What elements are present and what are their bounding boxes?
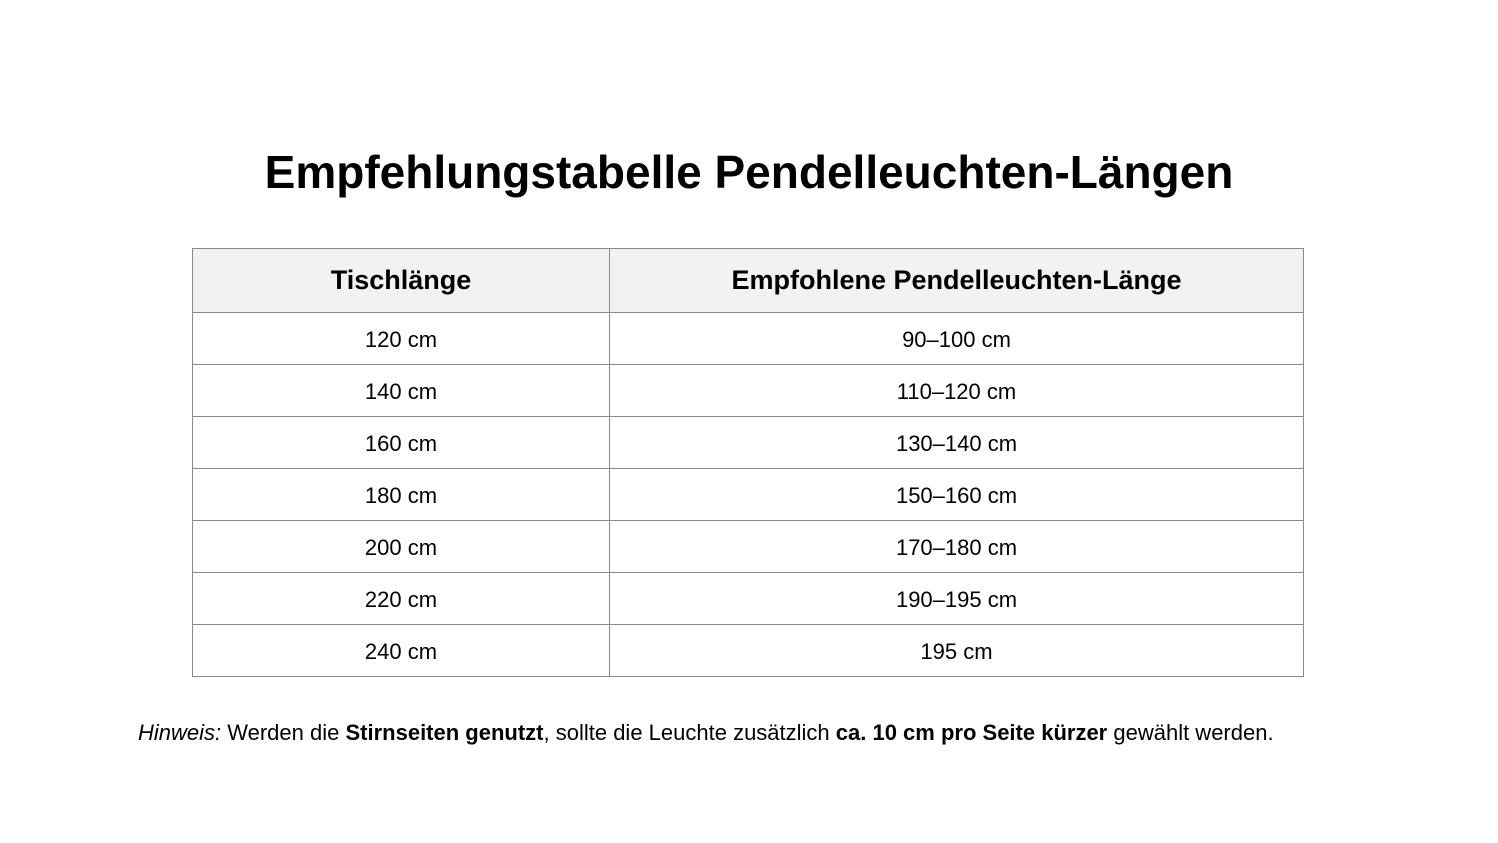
table-row (193, 521, 1304, 573)
table-row (193, 625, 1304, 677)
note-text-1: Werden die (221, 720, 346, 745)
recommendation-table (192, 248, 1304, 677)
cell-pendant-length: 195 cm (610, 625, 1304, 677)
cell-pendant-length: 150–160 cm (610, 469, 1304, 521)
note-bold-1: Stirnseiten genutzt (345, 720, 544, 745)
cell-pendant-length: 130–140 cm (610, 417, 1304, 469)
cell-table-length: 240 cm (193, 625, 610, 677)
cell-table-length: 200 cm (193, 521, 610, 573)
header-pendant-length: Empfohlene Pendelleuchten-Länge (610, 249, 1304, 313)
note-bold-2: ca. 10 cm pro Seite kürzer (835, 720, 1108, 745)
note-label: Hinweis: (138, 720, 222, 745)
table-row (193, 417, 1304, 469)
cell-table-length: 180 cm (193, 469, 610, 521)
table-row (193, 573, 1304, 625)
header-table-length: Tischlänge (193, 249, 610, 313)
note-text-3: gewählt werden. (1107, 720, 1274, 745)
table-row (193, 469, 1304, 521)
cell-pendant-length: 110–120 cm (610, 365, 1304, 417)
note-text-2: , sollte die Leuchte zusätzlich (543, 720, 836, 745)
cell-pendant-length: 90–100 cm (610, 313, 1304, 365)
cell-table-length: 140 cm (193, 365, 610, 417)
table-row (193, 365, 1304, 417)
cell-table-length: 120 cm (193, 313, 610, 365)
table-row (193, 313, 1304, 365)
cell-table-length: 220 cm (193, 573, 610, 625)
note (138, 716, 1378, 749)
page-title: Empfehlungstabelle Pendelleuchten-Längen (264, 146, 1234, 198)
cell-pendant-length: 190–195 cm (610, 573, 1304, 625)
cell-table-length: 160 cm (193, 417, 610, 469)
table-header-row (193, 249, 1304, 313)
cell-pendant-length: 170–180 cm (610, 521, 1304, 573)
